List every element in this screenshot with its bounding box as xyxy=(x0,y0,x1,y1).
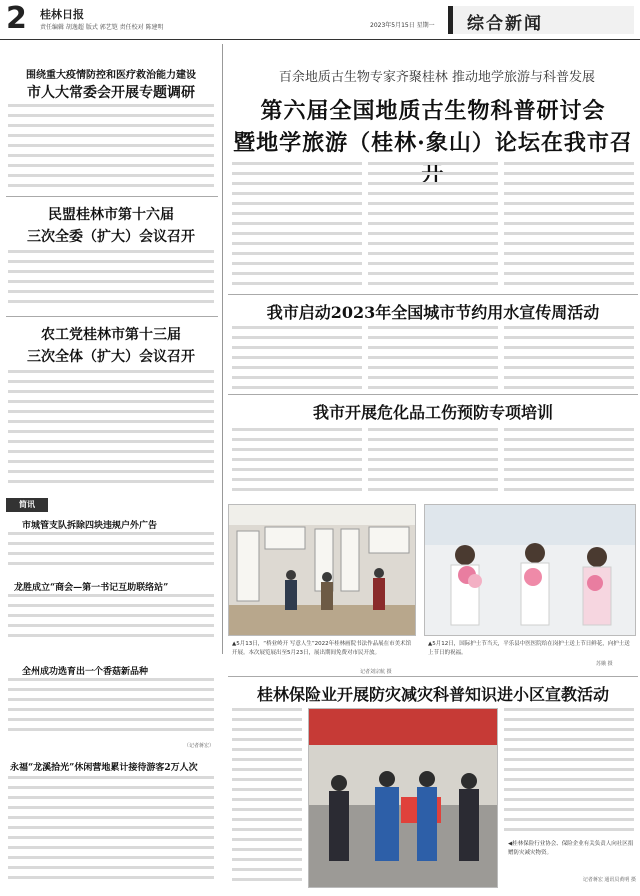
nurses-photo-image xyxy=(425,505,636,636)
lead-body-col1 xyxy=(232,162,362,292)
divider xyxy=(228,676,638,677)
npc-body xyxy=(8,104,214,190)
minmeng-title-2: 三次全委（扩大）会议召开 xyxy=(27,229,195,245)
lead-body-col3 xyxy=(504,162,634,292)
divider xyxy=(228,394,638,395)
paper-name: 桂林日报 xyxy=(40,8,84,21)
briefs-badge: 简讯 xyxy=(6,498,48,512)
divider xyxy=(6,196,218,197)
section-banner xyxy=(448,6,634,34)
brief-body-3 xyxy=(8,678,214,740)
nurses-caption: ▲5月12日，国际护士节当天，平乐县中医医院给在岗护士送上节日鲜花，向护士送上节日的祝福。 xyxy=(428,641,630,656)
exhibition-photo xyxy=(228,504,416,636)
nurses-credit: 苏娥 摄 xyxy=(596,661,613,667)
exhibition-photo-image xyxy=(229,505,416,636)
chem-body-col3 xyxy=(504,428,634,500)
page-number: 2 xyxy=(6,1,27,36)
divider xyxy=(6,316,218,317)
brief-title-2: 龙胜成立“商会—第一书记互助联络站” xyxy=(14,583,169,593)
lead-body-col2 xyxy=(368,162,498,292)
lead-title-2: 暨地学旅游（桂林·象山）论坛在我市召开 xyxy=(233,130,633,187)
exhibition-caption: ▲5月13日，“桥业岭开 写意人生”2022年桂林画院书法作品展在市美术馆开展。本次展览展出至5月23日，展出期间免费对市民开放。 xyxy=(232,641,412,656)
brief-body-4 xyxy=(8,776,214,890)
insurance-credit: 记者蒋宏 通讯员黄明 摄 xyxy=(582,877,636,883)
nonggong-title-2: 三次全体（扩大）会议召开 xyxy=(27,349,195,365)
brief-credit-3: （记者蒋宏） xyxy=(183,743,214,749)
water-body-col2 xyxy=(368,326,498,392)
insurance-body-col1 xyxy=(232,708,302,888)
nonggong-title-1: 农工党桂林市第十三届 xyxy=(41,327,181,343)
brief-title-3: 全州成功选育出一个香菇新品种 xyxy=(22,667,149,677)
exhibition-credit: 记者刘宗航 摄 xyxy=(360,669,392,675)
lead-title-1: 第六届全国地质古生物科普研讨会 xyxy=(260,98,606,124)
npc-kicker: 围绕重大疫情防控和医疗救治能力建设 xyxy=(26,70,196,81)
insurance-photo xyxy=(308,708,498,888)
nonggong-body xyxy=(8,370,214,490)
brief-title-4: 永福“龙溪拾光”休闲营地累计接待游客2万人次 xyxy=(10,763,198,773)
chem-title: 我市开展危化品工伤预防专项培训 xyxy=(312,403,553,422)
water-body-col1 xyxy=(232,326,362,392)
issue-date: 2023年5月15日 星期一 xyxy=(370,22,435,29)
divider xyxy=(228,294,638,295)
water-title: 我市启动2023年全国城市节约用水宣传周活动 xyxy=(266,303,600,322)
chem-body-col2 xyxy=(368,428,498,500)
chem-body-col1 xyxy=(232,428,362,500)
masthead xyxy=(0,0,640,40)
insurance-photo-image xyxy=(309,709,498,888)
minmeng-title-1: 民盟桂林市第十六届 xyxy=(48,207,174,223)
nurses-photo xyxy=(424,504,636,636)
lead-kicker: 百余地质古生物专家齐聚桂林 推动地学旅游与科普发展 xyxy=(278,70,596,85)
insurance-body-col3 xyxy=(504,708,634,836)
insurance-title: 桂林保险业开展防灾减灾科普知识进小区宣教活动 xyxy=(256,685,609,704)
water-body-col3 xyxy=(504,326,634,392)
editor-credits: 责任编辑 胡逸超 版式 郭艺铠 责任校对 陈建明 xyxy=(40,24,164,31)
npc-title: 市人大常委会开展专题调研 xyxy=(27,85,195,101)
brief-body-2 xyxy=(8,594,214,648)
brief-body-1 xyxy=(8,532,214,576)
section-title: 综合新闻 xyxy=(467,14,543,34)
minmeng-body xyxy=(8,250,214,310)
insurance-caption: ◀桂林保险行业协会、保险企业有关负责人向社区捐赠防灾减灾物资。 xyxy=(508,841,634,856)
column-divider xyxy=(222,44,223,654)
brief-title-1: 市城管支队拆除四块违规户外广告 xyxy=(22,521,158,531)
